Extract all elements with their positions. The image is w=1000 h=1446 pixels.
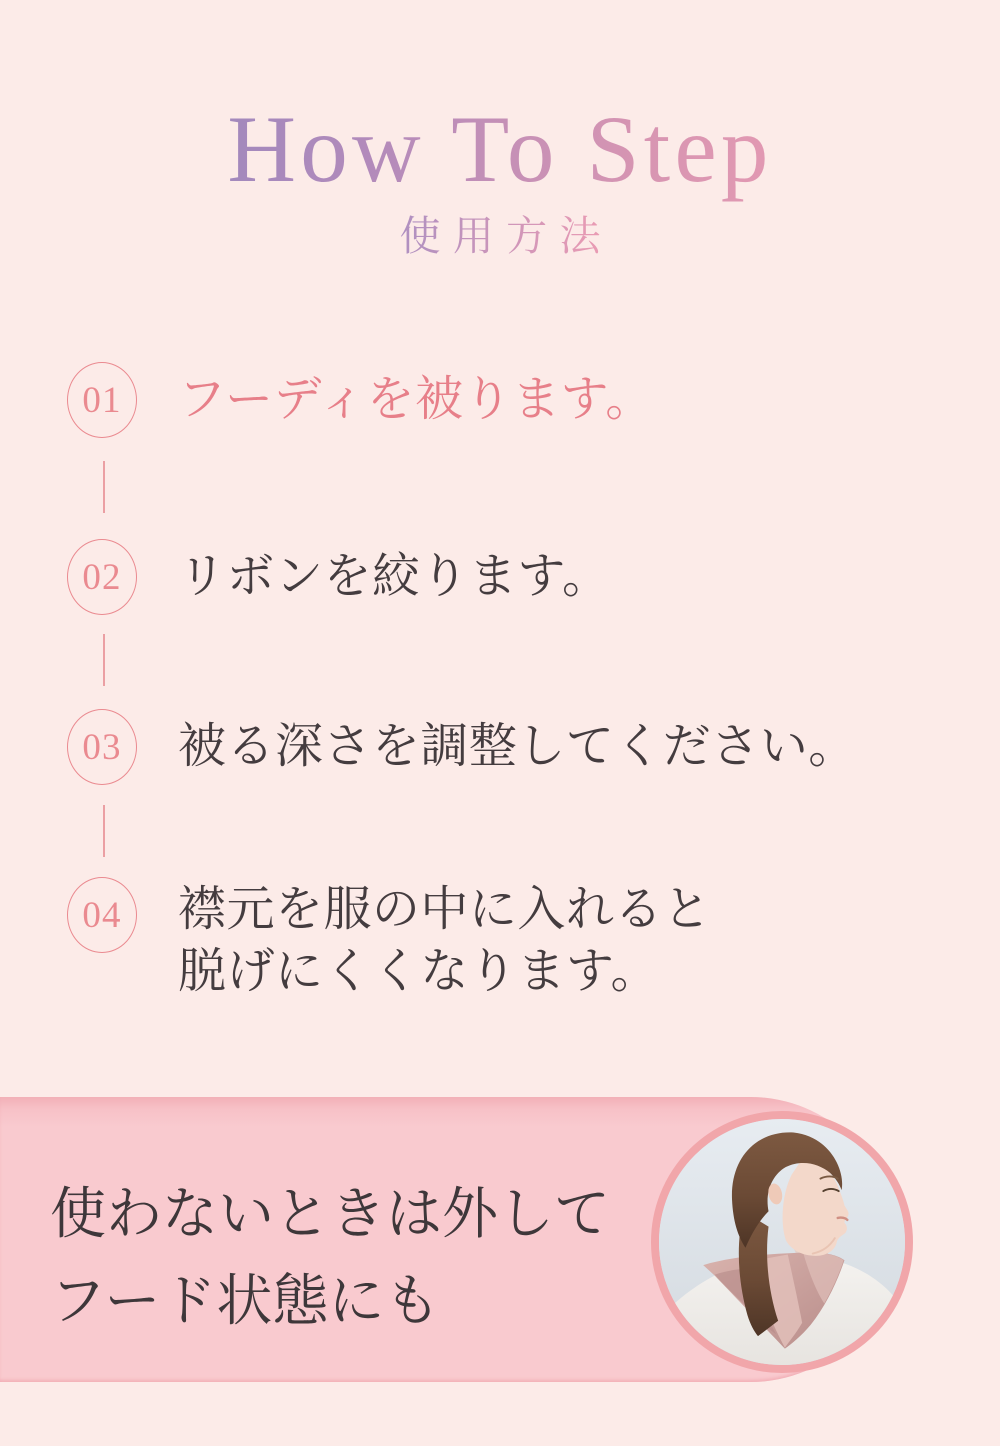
- banner-caption-line-1: 使わないときは外して: [50, 1184, 610, 1246]
- step-number-badge-03: [67, 709, 137, 785]
- step-text-line-1: 襟元を服の中に入れると: [178, 883, 712, 936]
- step-text-02: リボンを絞ります。: [178, 550, 611, 603]
- step-number-badge-02: [67, 539, 137, 615]
- step-connector-line: [103, 634, 105, 686]
- banner-caption: [50, 1172, 610, 1346]
- step-text-01: フーディを被ります。: [178, 373, 654, 426]
- step-text-03: 被る深さを調整してください。: [178, 720, 857, 773]
- model-photo: [651, 1111, 913, 1373]
- woman-hood-photo-illustration: [659, 1119, 905, 1365]
- page-title: How To Step: [0, 96, 1000, 202]
- step-connector-line: [103, 805, 105, 857]
- page-subtitle: 使用方法: [0, 212, 1000, 261]
- step-text-line-2: 脱げにくくなります。: [178, 945, 659, 998]
- step-text-04: [178, 879, 711, 1003]
- step-number-label: 01: [82, 379, 122, 421]
- step-number-label: 02: [82, 556, 122, 598]
- step-number-label: 04: [82, 894, 122, 936]
- step-number-badge-01: [67, 362, 137, 438]
- banner-caption-line-2: フード状態にも: [50, 1271, 441, 1333]
- step-number-label: 03: [82, 726, 122, 768]
- step-number-badge-04: [67, 877, 137, 953]
- step-connector-line: [103, 461, 105, 513]
